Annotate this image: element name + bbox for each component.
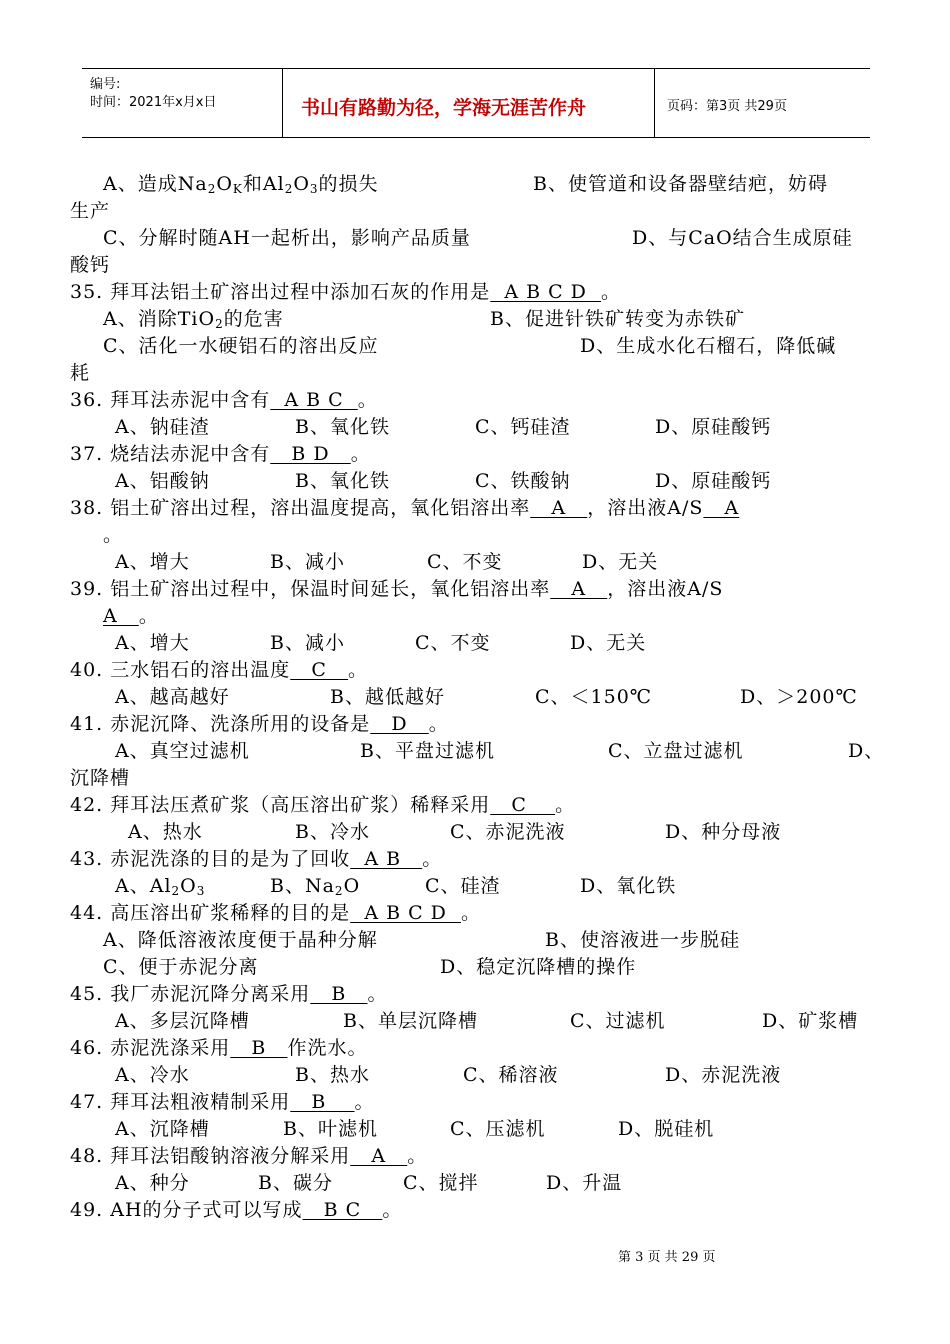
text-line [570, 1009, 666, 1033]
text-segment: O [293, 173, 310, 195]
text-segment: 。 [103, 524, 124, 546]
text-segment: 。 [138, 605, 159, 627]
text-line [343, 1009, 478, 1033]
text-line [490, 307, 745, 331]
text-line [665, 1063, 781, 1087]
answer-blank: D [370, 713, 429, 735]
text-line [475, 415, 571, 439]
text-line [580, 334, 836, 358]
text-segment: 的损失 [318, 173, 379, 195]
text-line [103, 928, 378, 952]
text-segment: D、矿浆槽 [762, 1010, 859, 1032]
text-line [535, 685, 652, 709]
text-segment: D、生成水化石榴石，降低碱 [580, 335, 837, 357]
text-segment: 42. 拜耳法压煮矿浆（高压溶出矿浆）稀释采用 [70, 794, 491, 816]
answer-blank: C [490, 794, 556, 816]
motto: 书山有路勤为径，学海无涯苦作舟 [301, 97, 587, 119]
answer-blank: C [290, 659, 349, 681]
text-line [270, 631, 345, 655]
text-segment: D、脱硅机 [618, 1118, 715, 1140]
text-line [570, 631, 646, 655]
text-line [463, 1063, 559, 1087]
subscript: 2 [215, 317, 224, 331]
text-line [283, 1117, 378, 1141]
subscript: K [232, 182, 243, 196]
text-segment: O [216, 173, 233, 195]
text-line [295, 820, 370, 844]
text-segment: 35. 拜耳法铝土矿溶出过程中添加石灰的作用是 [70, 281, 491, 303]
text-line [295, 469, 390, 493]
text-segment: B、使管道和设备器壁结疤，妨碍 [533, 173, 828, 195]
text-segment: 。 [461, 902, 482, 924]
text-segment: C、不变 [415, 632, 491, 654]
text-segment: 。 [348, 659, 369, 681]
text-segment: B、Na [270, 875, 335, 897]
text-segment: 43. 赤泥洗涤的目的是为了回收 [70, 848, 351, 870]
code-label: 编号: [90, 77, 121, 92]
text-line [415, 631, 491, 655]
text-segment: C、活化一水硬铝石的溶出反应 [103, 335, 379, 357]
text-segment: 39. 铝土矿溶出过程中，保温时间延长，氧化铝溶出率 [70, 578, 551, 600]
text-line [128, 820, 203, 844]
text-segment: C、分解时随AH一起析出，影响产品质量 [103, 227, 471, 249]
text-line [582, 550, 658, 574]
text-line [115, 685, 230, 709]
text-line [115, 874, 205, 898]
text-line [103, 604, 159, 628]
text-line [115, 631, 190, 655]
text-line [103, 523, 123, 547]
header-page-cell [655, 69, 870, 137]
text-segment: D、无关 [570, 632, 647, 654]
answer-blank: A [550, 578, 608, 600]
answer-blank: B [290, 1091, 355, 1113]
time-label: 时间：2021年x月x日 [90, 95, 217, 110]
text-line [608, 739, 744, 763]
text-segment: A、钠硅渣 [115, 416, 210, 438]
text-segment: B、促进针铁矿转变为赤铁矿 [490, 308, 745, 330]
text-line [545, 928, 740, 952]
text-segment: A、消除TiO [103, 308, 216, 330]
text-segment: 45. 我厂赤泥沉降分离采用 [70, 983, 311, 1005]
text-line [295, 1063, 370, 1087]
text-segment: 沉降槽 [70, 767, 131, 789]
text-line [427, 550, 503, 574]
text-segment: 40. 三水铝石的溶出温度 [70, 659, 291, 681]
text-segment: 。 [354, 1091, 375, 1113]
answer-blank: A [530, 497, 588, 519]
text-line [103, 226, 471, 250]
text-segment: O [180, 875, 197, 897]
text-segment: B、使溶液进一步脱硅 [545, 929, 740, 951]
text-line [70, 658, 368, 682]
text-segment: C、硅渣 [425, 875, 501, 897]
text-segment: 生产 [70, 200, 111, 222]
text-segment: A、种分 [115, 1172, 190, 1194]
text-segment: C、铁酸钠 [475, 470, 571, 492]
text-line [762, 1009, 858, 1033]
text-segment: 。 [555, 794, 576, 816]
text-segment: D、稳定沉降槽的操作 [440, 956, 637, 978]
text-segment: ，溶出液A/S [587, 497, 704, 519]
header-meta-cell [82, 69, 283, 137]
text-line [450, 820, 566, 844]
text-segment: B、减小 [270, 632, 345, 654]
text-line [533, 172, 828, 196]
text-line [70, 280, 621, 304]
text-segment: B、平盘过滤机 [360, 740, 495, 762]
answer-blank: A B C [270, 389, 358, 411]
text-segment: B、叶滤机 [283, 1118, 378, 1140]
text-line [115, 1117, 210, 1141]
text-line [655, 469, 771, 493]
text-line [103, 955, 259, 979]
text-segment: A、多层沉降槽 [115, 1010, 250, 1032]
text-segment: B、减小 [270, 551, 345, 573]
text-line [70, 1090, 375, 1114]
text-segment: D、与CaO结合生成原硅 [632, 227, 853, 249]
text-line [70, 388, 378, 412]
text-segment: 。 [601, 281, 622, 303]
text-line [618, 1117, 714, 1141]
text-line [655, 415, 771, 439]
page-header [82, 68, 870, 138]
text-segment: 。 [382, 1199, 403, 1221]
text-segment: 。 [350, 443, 371, 465]
text-line [475, 469, 571, 493]
subscript: 2 [284, 182, 294, 196]
header-motto-cell [283, 69, 655, 137]
text-line [330, 685, 445, 709]
text-segment: D、原硅酸钙 [655, 470, 772, 492]
text-segment: A、Al [115, 875, 172, 897]
text-segment: D、 [848, 740, 885, 762]
text-segment: 耗 [70, 362, 91, 384]
text-line [403, 1171, 479, 1195]
text-line [270, 874, 360, 898]
text-line [115, 1063, 190, 1087]
text-line [70, 1198, 402, 1222]
text-segment: A、降低溶液浓度便于晶种分解 [103, 929, 378, 951]
text-segment: 37. 烧结法赤泥中含有 [70, 443, 271, 465]
text-line [115, 550, 190, 574]
text-line [740, 685, 858, 709]
text-segment: ，溶出液A/S [607, 578, 724, 600]
answer-blank: A B C D [350, 902, 461, 924]
text-line [440, 955, 636, 979]
answer-blank: B D [270, 443, 351, 465]
text-line [295, 415, 390, 439]
text-segment: B、氧化铁 [295, 470, 390, 492]
text-segment: A、增大 [115, 551, 190, 573]
text-line [70, 712, 449, 736]
text-segment: 。 [422, 848, 443, 870]
answer-blank: A B C D [490, 281, 601, 303]
text-line [70, 577, 723, 601]
text-segment: C、便于赤泥分离 [103, 956, 259, 978]
text-segment: 的危害 [223, 308, 284, 330]
text-segment: C、钙硅渣 [475, 416, 571, 438]
text-line [115, 1009, 250, 1033]
text-line [546, 1171, 622, 1195]
text-segment: A、造成Na [103, 173, 208, 195]
text-line [70, 1036, 367, 1060]
subscript: 3 [309, 182, 319, 196]
text-segment: O [343, 875, 361, 897]
page-code: 页码：第3页 共29页 [667, 99, 787, 114]
text-segment: B、越低越好 [330, 686, 445, 708]
text-segment: 。 [407, 1145, 428, 1167]
text-line [70, 847, 442, 871]
text-segment: 作洗水。 [287, 1037, 368, 1059]
text-segment: 48. 拜耳法铝酸钠溶液分解采用 [70, 1145, 351, 1167]
text-segment: 38. 铝土矿溶出过程，溶出温度提高，氧化铝溶出率 [70, 497, 531, 519]
text-segment: D、种分母液 [665, 821, 782, 843]
text-line [70, 496, 739, 520]
text-segment: 49. AH的分子式可以写成 [70, 1199, 303, 1221]
text-line [103, 172, 379, 196]
text-line [360, 739, 495, 763]
text-segment: D、＞200℃ [740, 686, 858, 708]
text-segment: 46. 赤泥洗涤采用 [70, 1037, 231, 1059]
answer-blank: A [350, 1145, 408, 1167]
text-segment: 44. 高压溶出矿浆稀释的目的是 [70, 902, 351, 924]
text-segment: 。 [367, 983, 388, 1005]
text-segment: 47. 拜耳法粗液精制采用 [70, 1091, 291, 1113]
text-segment: A、越高越好 [115, 686, 230, 708]
text-segment: 41. 赤泥沉降、洗涤所用的设备是 [70, 713, 371, 735]
text-segment: B、氧化铁 [295, 416, 390, 438]
text-segment: A、真空过滤机 [115, 740, 250, 762]
text-segment: B、冷水 [295, 821, 370, 843]
text-line [70, 442, 371, 466]
text-segment: D、升温 [546, 1172, 623, 1194]
text-segment: 和Al [242, 173, 285, 195]
text-segment: C、＜150℃ [535, 686, 653, 708]
answer-blank: A B [350, 848, 423, 870]
text-segment: B、碳分 [258, 1172, 333, 1194]
text-line [115, 415, 210, 439]
subscript: 2 [171, 884, 181, 898]
text-segment: B、单层沉降槽 [343, 1010, 478, 1032]
text-segment: C、赤泥洗液 [450, 821, 566, 843]
text-segment: D、无关 [582, 551, 659, 573]
text-line [632, 226, 853, 250]
text-line [103, 307, 284, 331]
text-line [115, 469, 210, 493]
text-line [70, 982, 387, 1006]
text-line [665, 820, 781, 844]
text-segment: 。 [357, 389, 378, 411]
text-segment: 。 [428, 713, 449, 735]
text-line [270, 550, 345, 574]
text-segment: A、热水 [128, 821, 203, 843]
subscript: 2 [334, 884, 344, 898]
text-segment: C、立盘过滤机 [608, 740, 744, 762]
text-line [450, 1117, 546, 1141]
text-segment: C、不变 [427, 551, 503, 573]
text-segment: B、热水 [295, 1064, 370, 1086]
subscript: 3 [196, 884, 206, 898]
answer-blank: B [310, 983, 368, 1005]
answer-blank: B [230, 1037, 288, 1059]
text-line [115, 1171, 190, 1195]
text-line [70, 199, 110, 223]
text-line [70, 766, 130, 790]
subscript: 2 [207, 182, 217, 196]
text-line [425, 874, 501, 898]
text-segment: C、搅拌 [403, 1172, 479, 1194]
text-line [580, 874, 676, 898]
text-segment: A、增大 [115, 632, 190, 654]
text-segment: 酸钙 [70, 254, 111, 276]
text-line [70, 901, 481, 925]
text-line [103, 334, 379, 358]
text-segment: 36. 拜耳法赤泥中含有 [70, 389, 271, 411]
text-line [70, 253, 110, 277]
answer-blank: B C [302, 1199, 383, 1221]
text-line [70, 1144, 427, 1168]
text-segment: C、过滤机 [570, 1010, 666, 1032]
text-segment: D、氧化铁 [580, 875, 677, 897]
answer-blank: A [703, 497, 740, 519]
answer-blank: A [103, 605, 139, 627]
text-segment: A、沉降槽 [115, 1118, 210, 1140]
text-line [70, 793, 575, 817]
text-segment: C、稀溶液 [463, 1064, 559, 1086]
text-line [848, 739, 884, 763]
text-segment: C、压滤机 [450, 1118, 546, 1140]
text-line [115, 739, 250, 763]
page-footer: 第 3 页 共 29 页 [618, 1250, 716, 1265]
text-segment: A、铝酸钠 [115, 470, 210, 492]
text-line [258, 1171, 333, 1195]
text-line [70, 361, 90, 385]
text-segment: D、原硅酸钙 [655, 416, 772, 438]
text-segment: D、赤泥洗液 [665, 1064, 782, 1086]
text-segment: A、冷水 [115, 1064, 190, 1086]
